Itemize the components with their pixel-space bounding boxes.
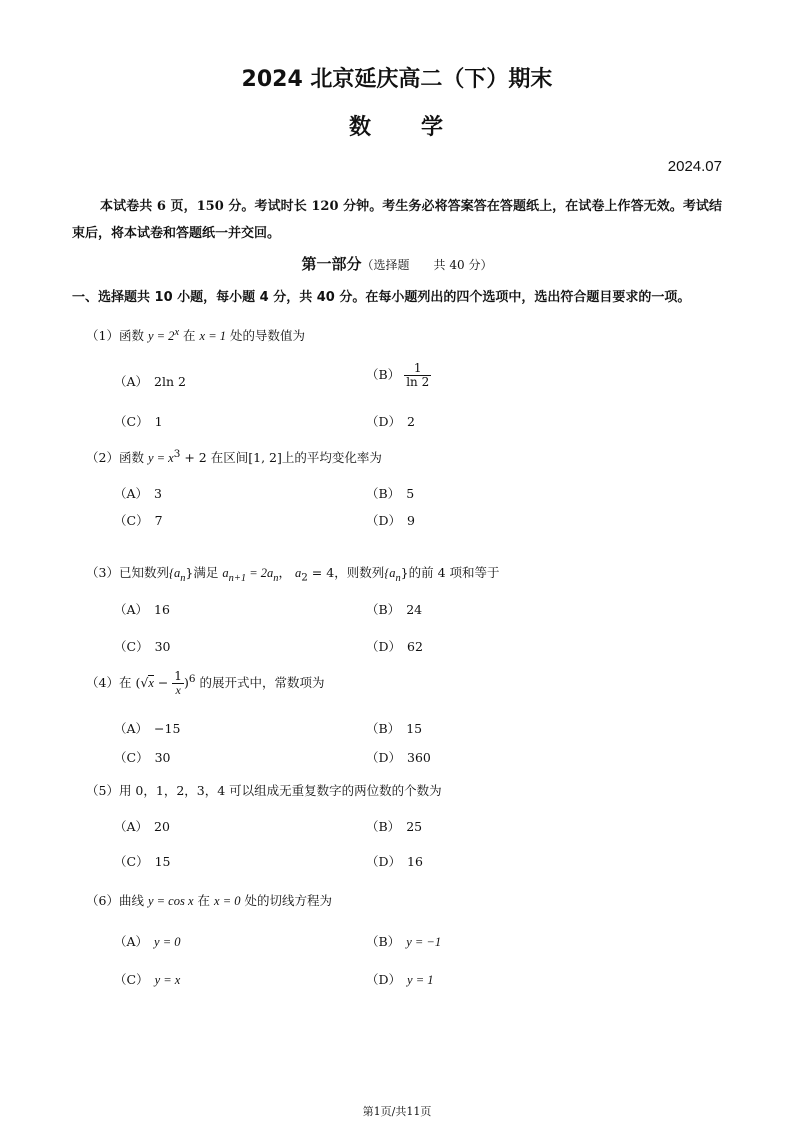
option-d [366,412,415,430]
question-6 [86,891,332,909]
option-label: （A） [114,602,149,617]
question-text: 在 [118,675,132,691]
option-label: （C） [114,414,149,429]
fraction-numerator: 1 [174,669,182,683]
question-text: 在 [197,893,211,908]
fraction [404,362,431,389]
option-d [366,970,434,988]
option-a [114,932,181,950]
option-text: 15 [154,854,171,869]
option-label: （D） [366,750,402,765]
option-label: （C） [114,750,149,765]
question-text: 用 0，1，2，3，4 可以组成无重复数字的两位数的个数为 [118,783,442,798]
fraction-numerator: 1 [404,362,431,376]
math: x [148,676,154,691]
option-c [114,748,170,766]
option-text: 62 [407,639,423,654]
option-text: y = x [154,973,181,987]
option-a [114,600,170,618]
option-text: 16 [407,854,423,869]
part-heading [0,253,794,274]
option-text: 1 [154,414,163,429]
option-c [114,637,170,655]
part-note: （选择题 共 40 分） [361,258,493,272]
fraction [172,670,184,697]
option-label: （D） [366,513,402,528]
question-text: 满足 [193,565,219,580]
question-number: （2） [86,450,119,466]
option-a [114,372,186,390]
math: y = 2 [147,329,175,344]
math: − [153,675,173,691]
option-label: （C） [114,513,149,528]
option-text: 16 [154,602,170,617]
option-b [366,932,441,950]
option-a [114,719,180,737]
question-5 [86,781,442,799]
question-number: （5） [86,783,119,798]
option-d [366,748,431,766]
question-text: 的展开式中，常数项为 [199,675,325,691]
option-text: 30 [154,750,171,765]
option-d [366,511,415,529]
option-a [114,484,162,502]
option-d [366,852,423,870]
option-label: （A） [114,486,149,501]
option-label: （C） [114,639,149,654]
option-text: y = 0 [154,935,181,949]
option-text: 20 [154,819,170,834]
question-text: 处的切线方程为 [244,893,332,908]
option-label: （D） [366,414,402,429]
option-text: 2ln 2 [154,374,186,389]
option-text: 9 [407,513,415,528]
exam-title: 2024 北京延庆高二（下）期末 [241,67,553,92]
option-text: 3 [154,486,162,501]
math: ( [135,675,141,691]
question-text: ，则数列 [334,565,385,580]
question-text: 的前 4 项和等于 [408,565,500,580]
exam-notice: 本试卷共 6 页，150 分。考试时长 120 分钟。考生务必将答案答在答题纸上，在试卷上作答无效。考试结束后，将本试卷和答题纸一并交回。 [72,199,722,241]
math-sub: 2 [301,571,308,584]
math-sub: n [273,572,279,584]
math-sub: n [395,572,401,584]
option-b [366,719,422,737]
math-sup: 3 [173,448,181,460]
question-1 [86,326,305,344]
option-text: 2 [407,414,415,429]
math: a [294,566,302,580]
question-text: 处的导数值为 [230,328,306,344]
question-text: ， [278,565,291,580]
math-sup: 6 [188,673,196,686]
question-number: （6） [86,893,119,908]
question-text: 上的平均变化率为 [281,450,382,466]
option-b [366,600,422,618]
option-label: （A） [114,819,149,834]
option-text: 15 [406,721,423,736]
option-c [114,970,180,988]
question-text: 曲线 [118,893,144,908]
option-label: （D） [366,639,402,654]
option-label: （A） [114,721,149,736]
option-text: 360 [407,750,431,765]
option-text: 25 [406,819,423,834]
question-text: 已知数列 [118,565,169,580]
option-label: （B） [366,486,401,501]
option-d [366,637,423,655]
math: ) [183,675,189,691]
option-a [114,817,170,835]
question-text: 在 [183,328,196,344]
section-heading: 一、选择题共 10 小题，每小题 4 分，共 40 分。在每小题列出的四个选项中，选出符合题目要求的一项。 [72,290,691,305]
fraction-denominator: x [175,683,181,698]
option-text: y = 1 [407,973,434,987]
page-footer: 第1页/共11页 [362,1105,432,1118]
option-b [366,817,422,835]
math: {a [168,566,181,580]
fraction-denominator: ln 2 [406,375,430,390]
option-text: 30 [154,639,171,654]
question-text: 函数 [118,450,144,466]
option-b [366,362,431,389]
option-label: （A） [114,934,149,949]
option-label: （A） [114,374,149,389]
exam-subject: 数 学 [348,115,445,140]
option-text: 24 [406,602,423,617]
math: y = x [147,451,174,466]
math: = 2a [246,566,274,580]
question-number: （4） [86,675,119,691]
part-title: 第一部分 [301,255,362,273]
math: + 2 [180,450,207,466]
question-text: 在区间 [210,450,249,466]
option-text: −15 [154,721,181,736]
sqrt-icon: √ [140,675,149,691]
option-label: （B） [366,367,401,383]
exam-date: 2024.07 [667,158,722,175]
option-label: （B） [366,602,401,617]
option-text: 7 [154,513,163,528]
math: = 4 [307,565,335,580]
question-4 [86,670,324,697]
math: {a [384,566,396,580]
option-label: （C） [114,854,149,869]
math: } [400,565,409,580]
option-label: （B） [366,819,401,834]
option-label: （C） [114,972,149,987]
question-text: 函数 [118,328,144,344]
math: [1, 2] [248,450,282,466]
option-text: y = −1 [406,935,442,949]
question-3 [86,563,500,584]
math-sub: n [180,572,186,584]
math-sub: n+1 [228,572,247,584]
math-sup: x [174,327,180,338]
option-b [366,484,414,502]
question-2 [86,448,382,466]
math: x = 0 [214,894,241,908]
option-text: 5 [406,486,415,501]
option-label: （B） [366,934,401,949]
option-label: （B） [366,721,401,736]
option-label: （D） [366,972,402,987]
question-number: （3） [86,565,119,580]
option-c [114,852,170,870]
question-number: （1） [86,328,119,344]
math: } [185,565,194,580]
math: x = 1 [199,329,227,344]
math: y = cos x [147,894,194,908]
option-label: （D） [366,854,402,869]
math: a [222,566,229,580]
option-c [114,412,163,430]
option-c [114,511,163,529]
